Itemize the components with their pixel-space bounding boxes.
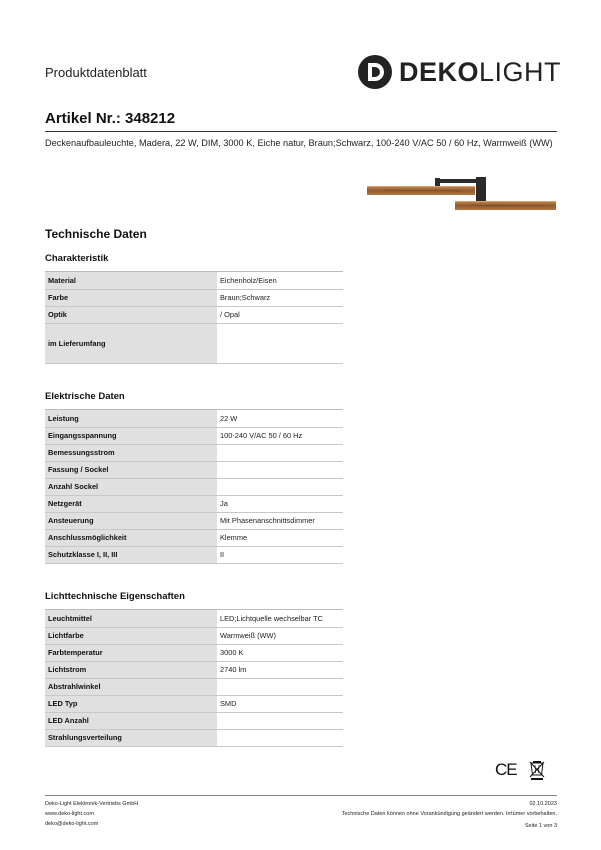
- brand-logo: [357, 54, 561, 90]
- table-row: [45, 410, 343, 427]
- spec-value: LED;Lichtquelle wechselbar TC: [217, 610, 343, 627]
- spec-key: Leistung: [45, 410, 217, 427]
- spec-value: Mit Phasenanschnittsdimmer: [217, 512, 343, 529]
- spec-table-lighting: [45, 610, 343, 747]
- document-type-label: Produktdatenblatt: [45, 65, 147, 80]
- table-row: [45, 444, 343, 461]
- spec-key: Leuchtmittel: [45, 610, 217, 627]
- table-row: [45, 461, 343, 478]
- spec-value: Klemme: [217, 529, 343, 546]
- table-row: [45, 661, 343, 678]
- spec-value: [217, 712, 343, 729]
- spec-value: 22 W: [217, 410, 343, 427]
- table-row: [45, 610, 343, 627]
- spec-value: [217, 323, 343, 363]
- spec-key: Anzahl Sockel: [45, 478, 217, 495]
- spec-table-electrical: [45, 410, 343, 564]
- spec-key: LED Anzahl: [45, 712, 217, 729]
- weee-bin-icon: [529, 760, 545, 780]
- deko-light-logo-icon: [357, 54, 393, 90]
- table-row: [45, 678, 343, 695]
- spec-table-characteristics: [45, 272, 343, 364]
- page-number: Seite 1 von 3: [524, 823, 557, 829]
- spec-value: Ja: [217, 495, 343, 512]
- spec-key: Fassung / Sockel: [45, 461, 217, 478]
- group-lighting: [45, 588, 343, 747]
- table-row: [45, 712, 343, 729]
- spec-value: II: [217, 546, 343, 563]
- spec-value: SMD: [217, 695, 343, 712]
- brand-bold: DEKO: [399, 57, 480, 87]
- spec-value: [217, 729, 343, 746]
- spec-value: Warmweiß (WW): [217, 627, 343, 644]
- table-row: [45, 272, 343, 289]
- spec-value: [217, 444, 343, 461]
- spec-key: Eingangsspannung: [45, 427, 217, 444]
- company-website: www.deko-light.com: [45, 811, 94, 817]
- group-electrical: [45, 388, 343, 564]
- table-row: [45, 323, 343, 363]
- brand-light: LIGHT: [479, 57, 562, 87]
- footer-company-info: [45, 799, 138, 829]
- table-row: [45, 627, 343, 644]
- disclaimer: Technische Daten können ohne Vorankündigung geändert werden. Irrtümer vorbehalten.: [341, 811, 557, 817]
- company-name: Deko-Light Elektronik-Vertriebs GmbH: [45, 801, 139, 807]
- spec-key: Ansteuerung: [45, 512, 217, 529]
- spec-value: 3000 K: [217, 644, 343, 661]
- spec-value: [217, 461, 343, 478]
- table-row: [45, 695, 343, 712]
- table-row: [45, 306, 343, 323]
- table-row: [45, 427, 343, 444]
- spec-value: Braun;Schwarz: [217, 289, 343, 306]
- group-title: Charakteristik: [45, 250, 343, 272]
- document-date: 02.10.2023: [529, 801, 557, 807]
- spec-value: [217, 678, 343, 695]
- product-image: [365, 173, 558, 213]
- spec-key: Schutzklasse I, II, III: [45, 546, 217, 563]
- article-title: Artikel Nr.: 348212: [45, 110, 176, 127]
- table-row: [45, 512, 343, 529]
- spec-value: 2740 lm: [217, 661, 343, 678]
- article-description: Deckenaufbauleuchte, Madera, 22 W, DIM, 3000 K, Eiche natur, Braun;Schwarz, 100-240 V/AC 50 / 60 Hz, Warmweiß (WW): [45, 138, 553, 148]
- technical-data-heading: Technische Daten: [45, 227, 147, 241]
- table-row: [45, 729, 343, 746]
- spec-key: Anschlussmöglichkeit: [45, 529, 217, 546]
- spec-key: Farbtemperatur: [45, 644, 217, 661]
- spec-key: Farbe: [45, 289, 217, 306]
- spec-key: im Lieferumfang: [45, 323, 217, 363]
- company-email: deko@deko-light.com: [45, 821, 99, 827]
- table-row: [45, 529, 343, 546]
- spec-key: Material: [45, 272, 217, 289]
- group-characteristics: [45, 250, 343, 364]
- table-row: [45, 546, 343, 563]
- spec-value: Eichenholz/Eisen: [217, 272, 343, 289]
- spec-value: 100-240 V/AC 50 / 60 Hz: [217, 427, 343, 444]
- spec-key: Bemessungsstrom: [45, 444, 217, 461]
- spec-key: Lichtfarbe: [45, 627, 217, 644]
- certification-marks: [495, 760, 545, 780]
- spec-key: LED Typ: [45, 695, 217, 712]
- footer-legal-info: [342, 799, 557, 819]
- group-title: Lichttechnische Eigenschaften: [45, 588, 343, 610]
- ce-mark-icon: CE: [495, 760, 517, 779]
- spec-key: Netzgerät: [45, 495, 217, 512]
- spec-key: Lichtstrom: [45, 661, 217, 678]
- table-row: [45, 478, 343, 495]
- spec-value: [217, 478, 343, 495]
- table-row: [45, 289, 343, 306]
- title-divider: [45, 131, 557, 132]
- spec-key: Optik: [45, 306, 217, 323]
- group-title: Elektrische Daten: [45, 388, 343, 410]
- brand-wordmark: [399, 54, 561, 90]
- spec-key: Abstrahlwinkel: [45, 678, 217, 695]
- spec-key: Strahlungsverteilung: [45, 729, 217, 746]
- table-row: [45, 644, 343, 661]
- spec-value: / Opal: [217, 306, 343, 323]
- footer-divider: [45, 795, 557, 796]
- table-row: [45, 495, 343, 512]
